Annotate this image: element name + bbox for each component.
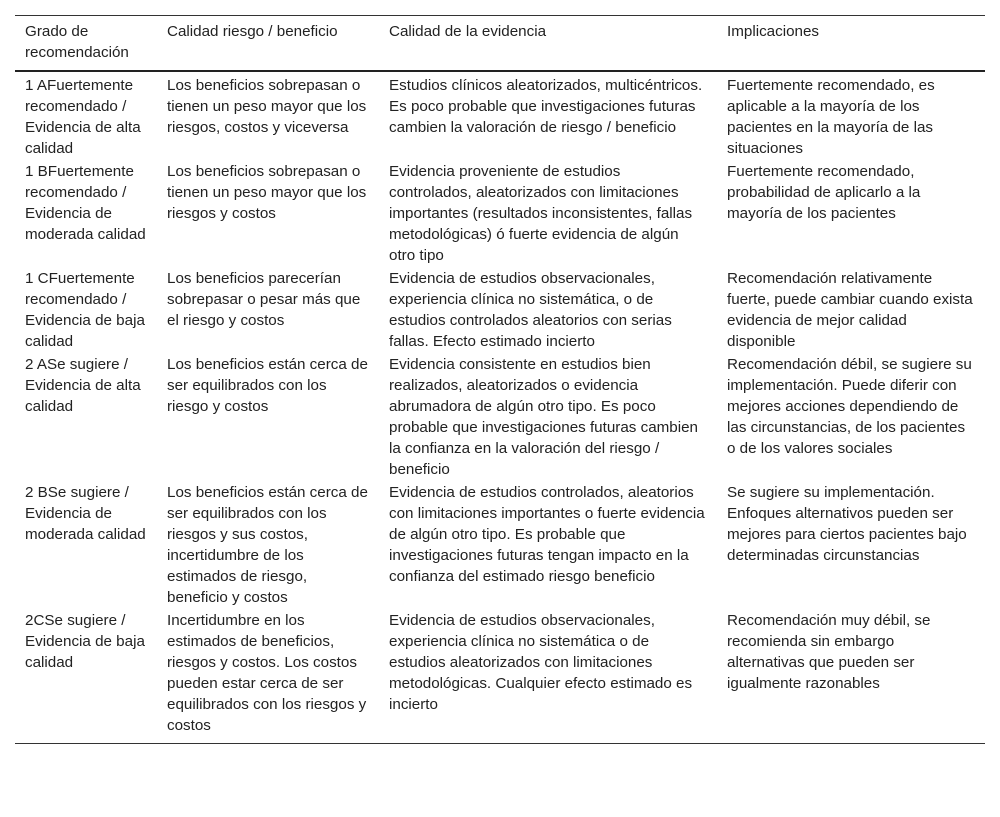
cell-implicaciones: Fuertemente recomendado, es aplicable a la mayoría de los pacientes en la mayoría de las situaciones: [727, 77, 935, 157]
cell-riesgo: Los beneficios parecerían sobrepasar o pesar más que el riesgo y costos: [167, 270, 361, 329]
header-implicaciones: Implicaciones: [727, 23, 820, 40]
header-calidad-evidencia: Calidad de la evidencia: [389, 23, 547, 40]
table-row: [15, 160, 985, 267]
cell-implicaciones: Recomendación débil, se sugiere su implementación. Puede diferir con mejores acciones dependiendo de las circunstancias, de los pacientes o de los valores sociales: [727, 356, 972, 457]
table-row: [15, 71, 985, 160]
header-riesgo-beneficio: Calidad riesgo / beneficio: [167, 23, 338, 40]
cell-evidencia: Evidencia de estudios observacionales, experiencia clínica no sistemática, o de estudios controlados aleatorios con serias fallas. Efecto estimado incierto: [389, 270, 672, 350]
cell-grado: 2 BSe sugiere / Evidencia de moderada calidad: [25, 484, 146, 543]
table-row: [15, 353, 985, 481]
cell-implicaciones: Recomendación muy débil, se recomienda sin embargo alternativas que pueden ser igualmente razonables: [727, 612, 931, 692]
cell-grado: 2CSe sugiere / Evidencia de baja calidad: [25, 612, 145, 671]
cell-implicaciones: Recomendación relativamente fuerte, puede cambiar cuando exista evidencia de mejor calidad disponible: [727, 270, 973, 350]
cell-evidencia: Evidencia de estudios controlados, aleatorios con limitaciones importantes o fuerte evidencia de algún otro tipo. Es probable que investigaciones futuras tengan impacto en la confianza del estimado riesgo beneficio: [389, 484, 705, 585]
recommendation-table-container: [15, 15, 985, 744]
cell-grado: 1 BFuertemente recomendado / Evidencia de moderada calidad: [25, 163, 146, 243]
table-row: [15, 481, 985, 609]
cell-riesgo: Los beneficios sobrepasan o tienen un peso mayor que los riesgos, costos y viceversa: [167, 77, 367, 136]
cell-riesgo: Los beneficios están cerca de ser equilibrados con los riesgos y sus costos, incertidumbre de los estimados de riesgo, beneficio y costos: [167, 484, 368, 606]
cell-evidencia: Evidencia consistente en estudios bien realizados, aleatorizados o evidencia abrumadora de algún otro tipo. Es poco probable que investigaciones futuras cambien la confianza en la valoración del riesgo / beneficio: [389, 356, 699, 478]
header-grado: Grado de recomendación: [25, 23, 129, 61]
table-header: [15, 16, 985, 72]
cell-riesgo: Los beneficios sobrepasan o tienen un peso mayor que los riesgos y costos: [167, 163, 367, 222]
cell-evidencia: Evidencia proveniente de estudios controlados, aleatorizados con limitaciones importantes (resultados inconsistentes, fallas metodológicas) ó fuerte evidencia de algún otro tipo: [389, 163, 693, 264]
table-row: [15, 609, 985, 744]
recommendation-grades-table: [15, 15, 985, 744]
cell-implicaciones: Fuertemente recomendado, probabilidad de aplicarlo a la mayoría de los pacientes: [727, 163, 921, 222]
cell-riesgo: Incertidumbre en los estimados de beneficios, riesgos y costos. Los costos pueden estar cerca de ser equilibrados con los riesgos y costos: [167, 612, 367, 734]
cell-evidencia: Evidencia de estudios observacionales, experiencia clínica no sistemática o de estudios aleatorizados con limitaciones metodológicas. Cualquier efecto estimado es incierto: [389, 612, 693, 713]
table-body: [15, 71, 985, 744]
cell-grado: 1 AFuertemente recomendado / Evidencia de alta calidad: [25, 77, 141, 157]
header-row: [15, 16, 985, 72]
cell-riesgo: Los beneficios están cerca de ser equilibrados con los riesgo y costos: [167, 356, 368, 415]
cell-implicaciones: Se sugiere su implementación. Enfoques alternativos pueden ser mejores para ciertos pacientes bajo determinadas circunstancias: [727, 484, 967, 564]
table-row: [15, 267, 985, 353]
cell-grado: 2 ASe sugiere / Evidencia de alta calidad: [25, 356, 141, 415]
cell-grado: 1 CFuertemente recomendado / Evidencia de baja calidad: [25, 270, 145, 350]
cell-evidencia: Estudios clínicos aleatorizados, multicéntricos. Es poco probable que investigaciones futuras cambien la valoración de riesgo / beneficio: [389, 77, 703, 136]
